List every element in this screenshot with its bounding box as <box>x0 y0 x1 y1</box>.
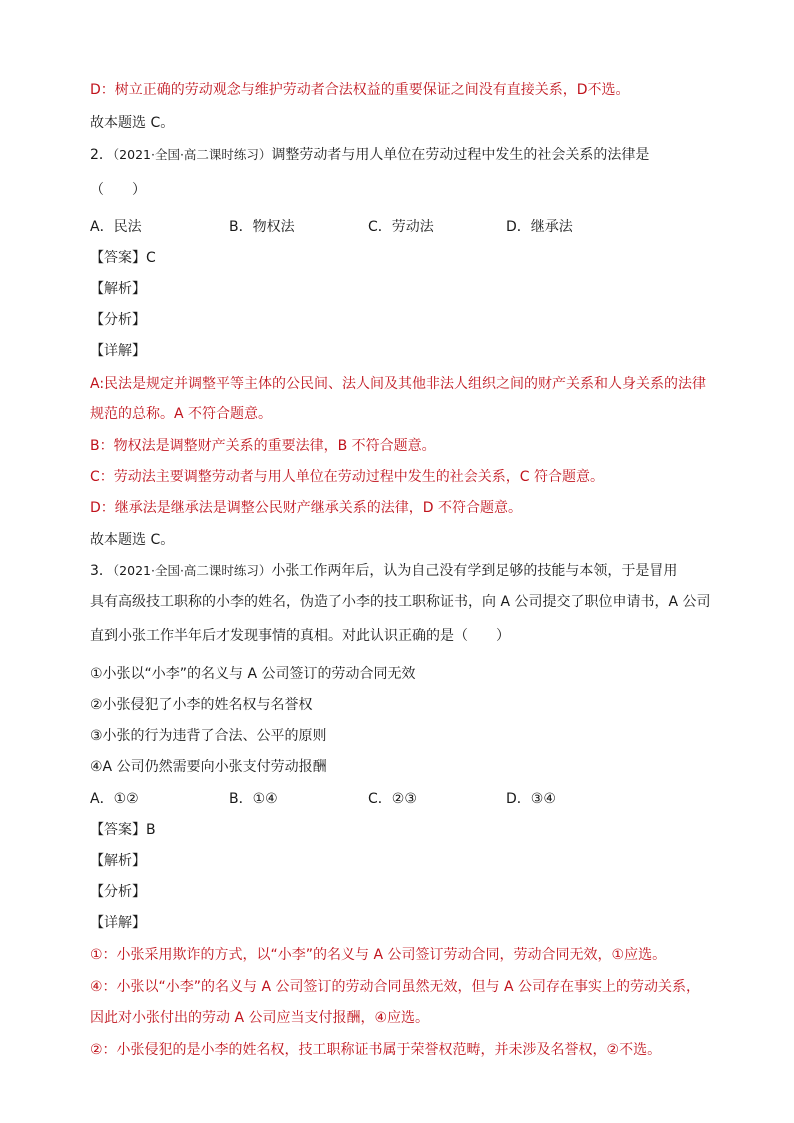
q2-number: 2． <box>90 147 113 163</box>
q3-option-a: A．①② <box>90 791 139 807</box>
q2-source: （2021·全国·高二课时练习） <box>112 147 272 162</box>
q2-stem <box>90 145 649 165</box>
q2-stem-text: 调整劳动者与用人单位在劳动过程中发生的社会关系的法律是 <box>271 147 650 163</box>
q2-analysis-d: D：继承法是继承法是调整公民财产继承关系的法律，D 不符合题意。 <box>90 500 523 516</box>
q3-analysis-4: ④：小张以“小李”的名义与 A 公司签订的劳动合同虽然无效，但与 A 公司存在事实上的劳动关系， <box>90 979 701 995</box>
q2-analysis-a: A:民法是规定并调整平等主体的公民间、法人间及其他非法人组织之间的财产关系和人身关系的法律 <box>90 376 707 392</box>
q3-xiangjie: 【详解】 <box>90 915 146 931</box>
q2-analysis-b: B：物权法是调整财产关系的重要法律，B 不符合题意。 <box>90 438 436 454</box>
q3-stem-text: 小张工作两年后，认为自己没有学到足够的技能与本领，于是冒用 <box>271 563 678 579</box>
q1-analysis-d: D：树立正确的劳动观念与维护劳动者合法权益的重要保证之间没有直接关系，D不选。 <box>90 82 630 98</box>
q3-number: 3． <box>90 563 113 579</box>
q3-stem-line1 <box>90 561 677 581</box>
q2-option-b: B．物权法 <box>229 219 295 235</box>
q3-jiexi: 【解析】 <box>90 853 146 869</box>
q3-stem-line2: 具有高级技工职称的小李的姓名，伪造了小李的技工职称证书，向 A 公司提交了职位申请书，A 公司 <box>90 594 711 610</box>
q1-conclusion: 故本题选 C。 <box>90 115 175 131</box>
q2-conclusion: 故本题选 C。 <box>90 532 175 548</box>
q2-paren: （ ） <box>90 182 146 198</box>
q3-stem-line3: 直到小张工作半年后才发现事情的真相。对此认识正确的是（ ） <box>90 628 510 644</box>
q2-xiangjie: 【详解】 <box>90 343 146 359</box>
q3-analysis-1: ①：小张采用欺诈的方式，以“小李”的名义与 A 公司签订劳动合同，劳动合同无效，①应选。 <box>90 947 667 963</box>
q3-option-b: B．①④ <box>229 791 278 807</box>
q3-option-d: D．③④ <box>506 791 556 807</box>
q2-fenxi: 【分析】 <box>90 312 146 328</box>
q2-option-c: C．劳动法 <box>368 219 434 235</box>
q3-option-c: C．②③ <box>368 791 417 807</box>
q2-option-d: D．继承法 <box>506 219 573 235</box>
q2-jiexi: 【解析】 <box>90 281 146 297</box>
q3-statement-1: ①小张以“小李”的名义与 A 公司签订的劳动合同无效 <box>90 666 416 682</box>
q2-analysis-c: C：劳动法主要调整劳动者与用人单位在劳动过程中发生的社会关系，C 符合题意。 <box>90 469 604 485</box>
q3-statement-2: ②小张侵犯了小李的姓名权与名誉权 <box>90 697 313 713</box>
q3-analysis-4-cont: 因此对小张付出的劳动 A 公司应当支付报酬，④应选。 <box>90 1010 430 1026</box>
q3-source: （2021·全国·高二课时练习） <box>112 563 272 578</box>
q3-analysis-2: ②：小张侵犯的是小李的姓名权，技工职称证书属于荣誉权范畴，并未涉及名誉权，②不选。 <box>90 1042 662 1058</box>
q3-fenxi: 【分析】 <box>90 884 146 900</box>
q2-answer: 【答案】C <box>90 250 156 266</box>
q2-option-a: A．民法 <box>90 219 142 235</box>
q3-statement-3: ③小张的行为违背了合法、公平的原则 <box>90 728 327 744</box>
q2-analysis-a-cont: 规范的总称。A 不符合题意。 <box>90 406 273 422</box>
q3-answer: 【答案】B <box>90 822 156 838</box>
q3-statement-4: ④A 公司仍然需要向小张支付劳动报酬 <box>90 759 327 775</box>
